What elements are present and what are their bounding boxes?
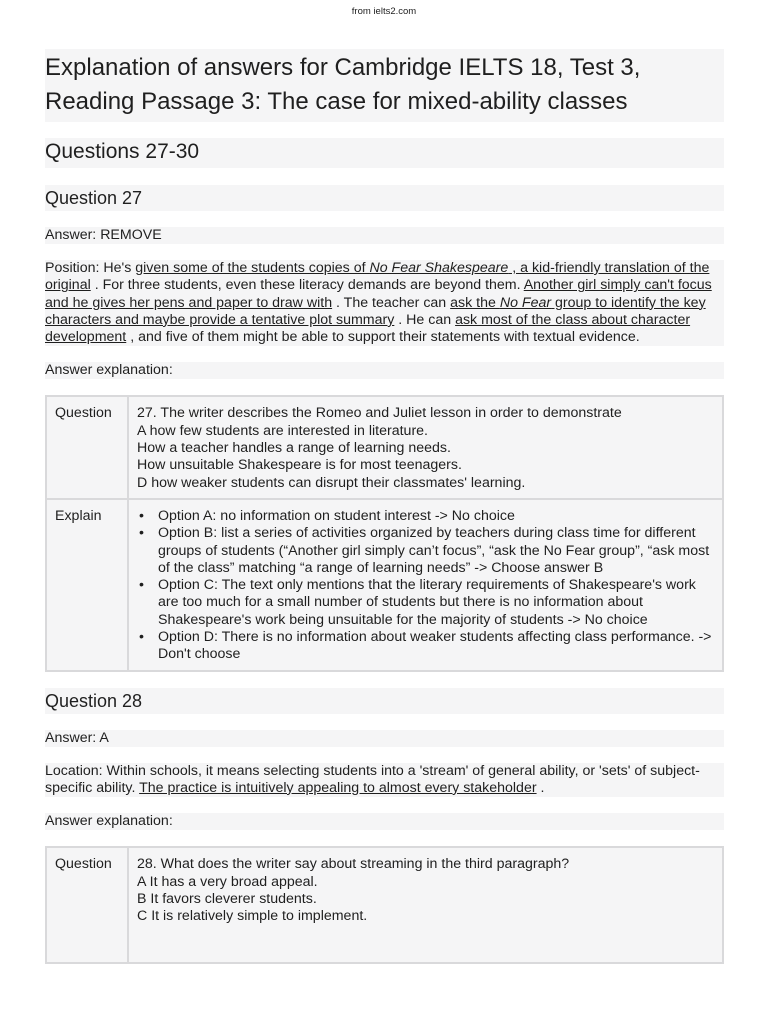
question-28-answer: Answer: A (45, 730, 724, 747)
question-28-table (45, 846, 724, 964)
list-item: • Option D: There is no information about weaker students affecting class performance. -> Don't choose (153, 629, 714, 664)
question-label (46, 847, 128, 963)
underlined-text: ask the (450, 294, 500, 311)
page-title: Explanation of answers for Cambridge IELTS 18, Test 3, Reading Passage 3: The case for mixed-ability classes (45, 49, 724, 122)
text-span: . (536, 779, 545, 796)
text-span: . The teacher can (332, 294, 451, 311)
option-line: D how weaker students can disrupt their classmates' learning. (137, 474, 526, 491)
italic-title: No Fear (499, 294, 552, 311)
article (45, 49, 724, 980)
underlined-text: group to identify the key characters and maybe provide a tentative plot summary (45, 294, 706, 328)
explain-list-cell (128, 499, 723, 671)
question-label: Question (46, 396, 128, 498)
text-span: . For three students, even these literacy demands are beyond them. (90, 277, 524, 294)
question-line: 28. What does the writer say about streaming in the third paragraph? (137, 856, 570, 873)
question-text (128, 396, 723, 498)
underlined-text: given some of the students copies of (135, 260, 370, 276)
option-line: A how few students are interested in literature. (137, 422, 429, 439)
question-label-text: Question (55, 856, 112, 873)
table-row (46, 396, 723, 498)
question-28-explanation-label: Answer explanation: (45, 813, 724, 830)
question-27-table (45, 395, 724, 671)
question-27-heading: Question 27 (45, 185, 724, 211)
question-line: 27. The writer describes the Romeo and Juliet lesson in order to demonstrate (137, 405, 622, 422)
explain-list (137, 508, 714, 664)
underlined-text: The practice is intuitively appealing to almost every stakeholder (139, 779, 537, 796)
underlined-text: , a kid-friendly translation of the original (45, 260, 710, 294)
underlined-text: Another girl simply can't focus and he gives her pens and paper to draw with (45, 277, 712, 311)
list-item: • Option C: The text only mentions that the literary requirements of Shakespeare's work are too much for a small number of students but there is no information about Shakespeare's work being unsuitable for the majority of students -> No choice (153, 577, 714, 629)
underlined-text: ask most of the class about character development (45, 311, 691, 346)
option-line: B It favors cleverer students. (137, 890, 317, 907)
question-28-location (45, 763, 724, 798)
explain-label: Explain (46, 499, 128, 671)
text-span: . He can (394, 311, 456, 328)
option-line: How unsuitable Shakespeare is for most teenagers. (137, 457, 462, 474)
question-text (128, 847, 723, 963)
text-span: Position: He's (45, 260, 136, 276)
question-27-explanation-label: Answer explanation: (45, 362, 724, 379)
question-text-clip (137, 856, 714, 956)
question-28-heading: Question 28 (45, 688, 724, 714)
option-line: A It has a very broad appeal. (137, 873, 318, 890)
italic-title: No Fear Shakespeare (369, 260, 509, 276)
text-span: Location: Within schools, it means selecting students into a 'stream' of general ability, or 'sets' of subject-specific ability. (45, 762, 700, 796)
table-row (46, 847, 723, 963)
option-line: C It is relatively simple to implement. (137, 908, 368, 925)
table-row (46, 499, 723, 671)
list-item: • Option A: no information on student interest -> No choice (153, 508, 714, 525)
question-27-position (45, 260, 724, 346)
section-heading: Questions 27-30 (45, 138, 724, 168)
source-label: from ielts2.com (351, 6, 417, 17)
question-27-answer: Answer: REMOVE (45, 227, 724, 244)
text-span: , and five of them might be able to support their statements with textual evidence. (126, 329, 640, 346)
option-line: How a teacher handles a range of learning needs. (137, 440, 451, 457)
list-item: • Option B: list a series of activities organized by teachers during class time for different groups of students (“Another girl simply can’t focus”, “ask the No Fear group”, “ask most of the class” matching “a range of learning needs” -> Choose answer B (153, 525, 714, 577)
